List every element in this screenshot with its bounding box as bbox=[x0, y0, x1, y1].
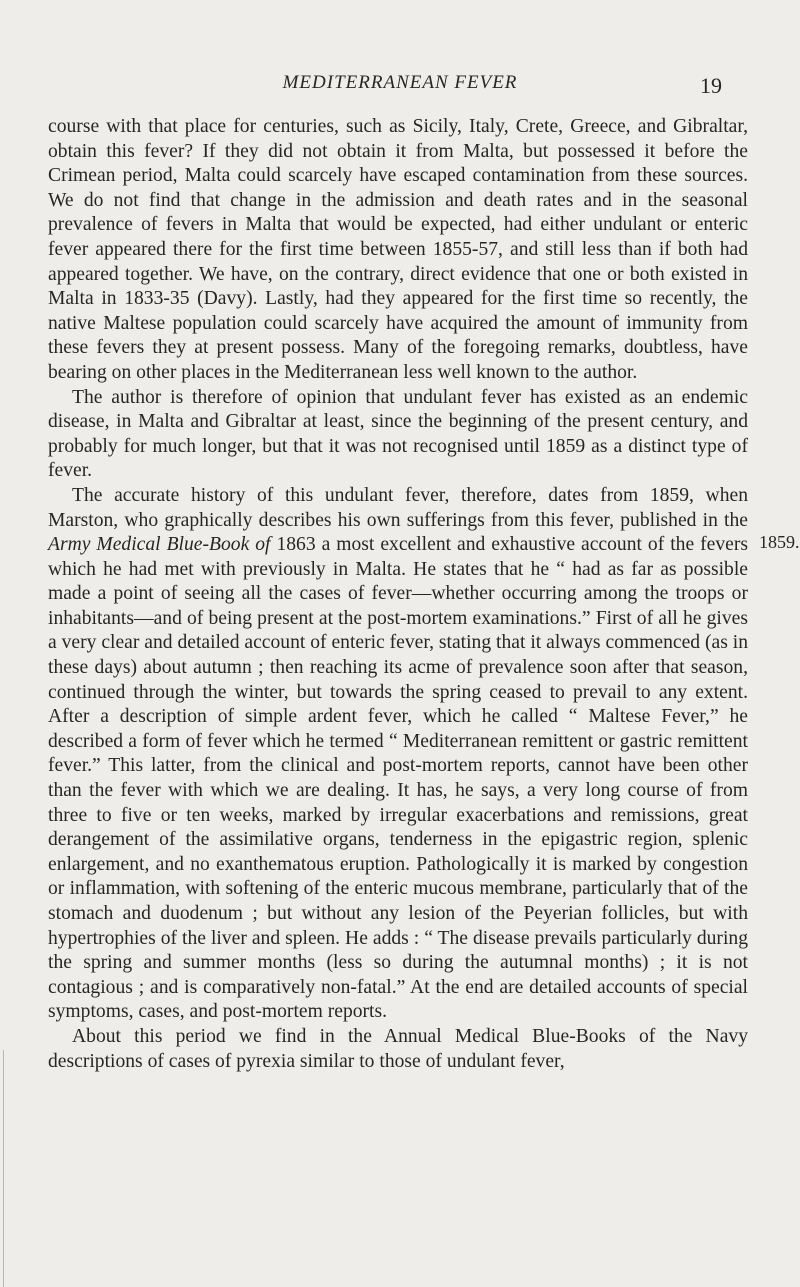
paragraph bbox=[48, 484, 748, 1025]
paragraph: About this period we find in the Annual Medical Blue-Books of the Navy descriptions of cases of pyrexia similar to those of undulant fever, bbox=[48, 1025, 748, 1072]
running-head: MEDITERRANEAN FEVER bbox=[282, 72, 518, 93]
page-edge-mark bbox=[3, 1050, 4, 1287]
margin-note-date: 1859. bbox=[759, 532, 800, 552]
paragraph-text: The accurate history of this undulant fever, therefore, dates from 1859, when Marston, who graphically describes his own sufferings from this fever, published in the bbox=[48, 484, 748, 531]
book-title-italic: Army Medical Blue-Book of bbox=[48, 534, 271, 556]
page-header bbox=[0, 70, 800, 110]
page-number: 19 bbox=[700, 73, 722, 98]
paragraph: course with that place for centuries, such as Sicily, Italy, Crete, Greece, and Gibraltar, obtain this fever? If they did not obtain it from Malta, but possessed it before the Crimean period, Malta could scarcely have escaped contamination from these sources. We do not find that change in the admission and death rates and in the seasonal prevalence of fevers in Malta that would be expected, had either undulant or enteric fever appeared there for the first time between 1855-57, and still less than if both had appeared together. We have, on the contrary, direct evidence that one or both existed in Malta in 1833-35 (Davy). Lastly, had they appeared for the first time so recently, the native Maltese population could scarcely have acquired the amount of immunity from these fevers they at present possess. Many of the foregoing remarks, doubtless, have bearing on other places in the Mediterranean less well known to the author. bbox=[48, 116, 748, 383]
paragraph-text: 1863 a most excellent and exhaustive account of the fevers which he had met with previously in Malta. He states that he “ had as far as possible made a point of seeing all the cases of fever—whether occurring among the troops or inhabitants—and of being present at the post-mortem examinations.” First of all he gives a very clear and detailed account of enteric fever, stating that it always commenced (as in these days) about autumn ; then reaching its acme of prevalence soon after that season, continued through the winter, but towards the spring ceased to prevail to any extent. After a description of simple ardent fever, which he called “ Maltese Fever,” he described a form of fever which he termed “ Mediterranean remittent or gastric remittent fever.” This latter, from the clinical and post-mortem reports, cannot have been other than the fever with which we are dealing. It has, he says, a very long course of from three to five or ten weeks, marked by irregular exacerbations and remissions, great derangement of the assimilative organs, tenderness in the epigastric region, splenic enlargement, and no exanthematous eruption. Pathologically it is marked by congestion or inflammation, with softening of the enteric mucous membrane, particularly that of the stomach and duodenum ; but without any lesion of the Peyerian follicles, but with hypertrophies of the liver and spleen. He adds : “ The disease prevails particularly during the spring and summer months (less so during the autumnal months) ; it is not contagious ; and is comparatively non-fatal.” At the end are detailed accounts of special symptoms, cases, and post-mortem reports. bbox=[48, 534, 748, 1023]
body-text bbox=[48, 115, 748, 1074]
paragraph: The author is therefore of opinion that undulant fever has existed as an endemic disease, in Malta and Gibraltar at least, since the beginning of the present century, and probably for much longer, but that it was not recognised until 1859 as a distinct type of fever. bbox=[48, 386, 748, 482]
